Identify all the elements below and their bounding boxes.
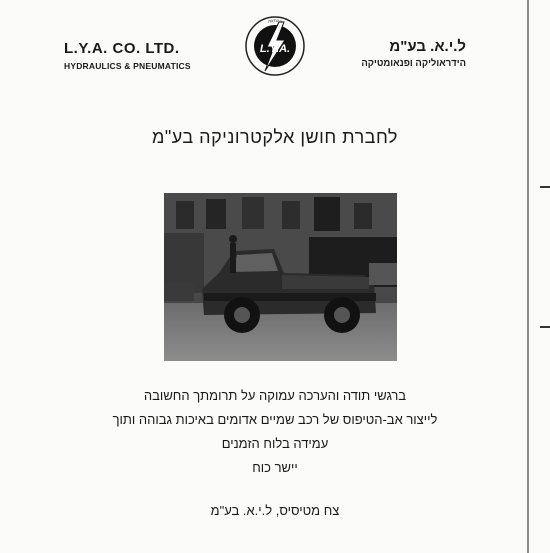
company-name-english: L.Y.A. CO. LTD.	[64, 40, 180, 57]
signature-line: צח מטיסיס, ל.י.א. בע"מ	[210, 503, 340, 518]
company-subtitle-english: HYDRAULICS & PNEUMATICS	[64, 61, 191, 71]
svg-text:ההנדסה: ההנדסה	[267, 17, 283, 24]
body-line: יישר כוח	[252, 460, 298, 475]
company-name-english-block	[64, 40, 194, 71]
svg-text:L.Y.A.: L.Y.A.	[259, 43, 291, 55]
lightning-logo-icon	[243, 14, 307, 78]
page-edge-mark	[540, 186, 550, 194]
truck-photo	[164, 193, 397, 361]
body-line: עמידה בלוח הזמנים	[221, 436, 329, 451]
page-edge-mark	[540, 326, 550, 334]
body-line: ברגשי תודה והערכה עמוקה על תרומתך החשובה	[143, 388, 407, 403]
letter-body	[0, 384, 550, 480]
company-name-hebrew: ל.י.א. בע"מ	[389, 38, 466, 55]
recipient-line: לחברת חושן אלקטרוניקה בע"מ	[152, 127, 398, 147]
company-name-hebrew-block	[306, 38, 466, 69]
body-line: לייצור אב-הטיפוס של רכב שמיים אדומים באיכות גבוהה ותוך	[112, 412, 438, 427]
company-logo	[243, 14, 307, 78]
company-subtitle-hebrew: הידראוליקה ופנאומטיקה	[361, 58, 466, 69]
